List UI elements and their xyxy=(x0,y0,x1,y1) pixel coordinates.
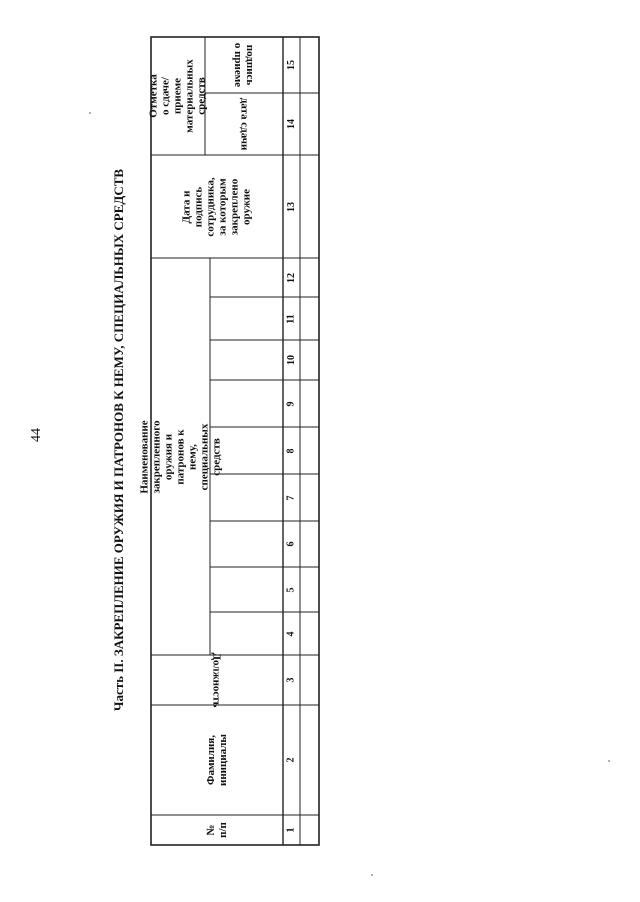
header-name-cell xyxy=(151,705,283,815)
column-number-15: 15 xyxy=(285,60,297,70)
scan-speck xyxy=(371,874,373,876)
header-position-cell xyxy=(151,652,283,708)
page-number: 44 xyxy=(29,428,44,442)
header-mark-cell xyxy=(148,37,209,155)
scan-speck xyxy=(89,112,91,114)
header-position: Должность xyxy=(210,652,223,708)
header-assigned-cell xyxy=(151,155,283,258)
column-number-12: 12 xyxy=(285,272,297,283)
column-number-11: 11 xyxy=(285,313,297,324)
column-number-2: 2 xyxy=(285,757,297,763)
column-number-4: 4 xyxy=(285,631,297,636)
column-number-3: 3 xyxy=(285,677,297,683)
header-handover-date: дата сдачи xyxy=(238,97,250,151)
header-mark: Отметка о сдаче/приеме материальных средств xyxy=(148,59,209,133)
column-number-9: 9 xyxy=(285,401,297,406)
header-name: Фамилия, инициалы xyxy=(204,733,229,787)
header-weapons: Наименование закрепленного оружия и патронов к нему, специальных средств xyxy=(138,419,223,494)
header-number: № п/п xyxy=(204,822,229,838)
column-number-10: 10 xyxy=(285,355,297,365)
header-accept-signature-cell xyxy=(205,37,283,93)
header-handover-date-cell xyxy=(205,93,283,155)
column-number-7: 7 xyxy=(285,495,297,500)
scan-speck xyxy=(608,760,610,762)
header-number-cell xyxy=(151,815,283,845)
column-number-13: 13 xyxy=(285,201,297,212)
column-number-5: 5 xyxy=(285,587,297,592)
column-number-6: 6 xyxy=(285,541,297,547)
column-number-8: 8 xyxy=(285,448,297,453)
column-number-1: 1 xyxy=(285,827,297,833)
header-assigned: Дата и подпись сотрудника, за которым закреплено оружие xyxy=(181,176,253,237)
header-weapons-cell xyxy=(138,258,223,655)
column-number-14: 14 xyxy=(285,119,297,129)
header-accept-signature: подпись о приеме xyxy=(232,42,256,88)
section-heading: Часть II. ЗАКРЕПЛЕНИЕ ОРУЖИЯ И ПАТРОНОВ К НЕМУ, СПЕЦИАЛЬНЫХ СРЕДСТВ xyxy=(111,168,126,712)
